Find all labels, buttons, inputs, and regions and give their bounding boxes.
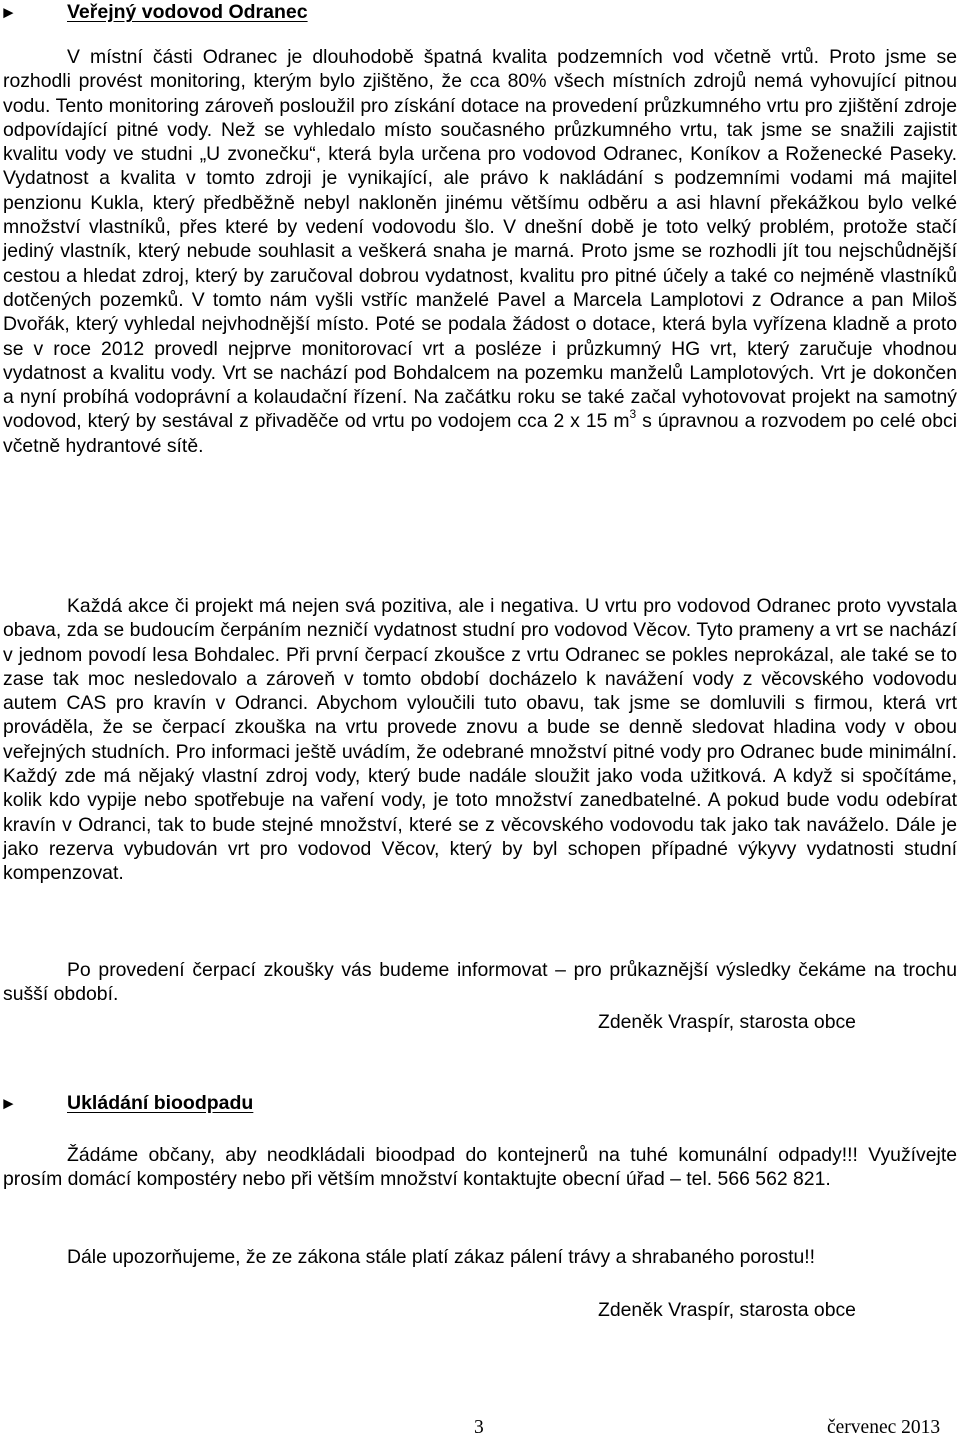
- paragraph-burning-ban: Dále upozorňujeme, že ze zákona stále platí zákaz pálení trávy a shrabaného porostu!!: [67, 1246, 816, 1268]
- arrow-bullet-icon: ►: [0, 3, 17, 22]
- paragraph-concerns: Každá akce či projekt má nejen svá pozitiva, ale i negativa. U vrtu pro vodovod Odranec proto vyvstala obava, zda se budoucím čerpáním nezničí vydatnost studní pro vodovod Věcov. Tyto prameny a vrt se nachází v jednom povodí lesa Bohdalec. Při první čerpací zkoušce z vrtu Odranec se pokles neprokázal, ale také se to zase tak moc nesledovalo a zároveň v tomto období docházelo k navážení vody z věcovského vodovodu autem CAS pro kravín v Odranci. Abychom vyloučili tuto obavu, tak jsme se domluvili s firmou, která vrt prováděla, že se čerpací zkouška na vrtu provede znovu a bude se denně sledovat hladina vody v obou veřejných studních. Pro informaci ještě uvádím, že odebrané množství pitné vody pro Odranec bude minimální. Každý zde má nějaký vlastní zdroj vody, který bude nadále sloužit jako voda užitková. A když si spočítáme, kolik kdo vypije nebo spotřebuje na vaření vody, je toto množství zanedbatelné. A pokud bude vodu odebírat kravín v Odranci, tak to bude stejné množství, které se z věcovského vodovodu tak jako tak naváželo. Dále je jako rezerva vybudován vrt pro vodovod Věcov, který by byl schopen případné výkyvy vydatnosti studní kompenzovat.: [3, 595, 957, 885]
- paragraph-biowaste-request: Žádáme občany, aby neodkládali bioodpad do kontejnerů na tuhé komunální odpady!!! Využívejte prosím domácí kompostéry nebo při větším množství kontaktujte obecní úřad – tel. 566 562 821.: [3, 1144, 957, 1191]
- arrow-bullet-icon: ►: [0, 1094, 17, 1113]
- section-heading-biowaste: [0, 1088, 253, 1118]
- paragraph-text: V místní části Odranec je dlouhodobě špatná kvalita podzemních vod včetně vrtů. Proto jsme se rozhodli provést monitoring, kterým bylo zjištěno, že cca 80% všech místních zdrojů nemá vyhovující pitnou vodu. Tento monitoring zároveň posloužil pro získání dotace na provedení průzkumného vrtu pro zjištění zdroje odpovídající pitné vody. Než se vyhledalo místo současného průzkumného vrtu, tak jsme se snažili zajistit kvalitu vody ve studni „U zvonečku“, která byla určena pro vodovod Odranec, Koníkov a Roženecké Paseky. Vydatnost a kvalita v tomto zdroji je vynikající, ale právo k nakládání s podzemními vodami má majitel penzionu Kukla, který předběžně nebyl nakloněn jinému většímu odběru a asi hlavní překážkou bylo velké množství vlastníků, přes které by vedení vodovodu šlo. V dnešní době je toto velký problém, protože stačí jediný vlastník, který nebude souhlasit a veškerá snaha je marná. Proto jsme se rozhodli jít tou nejschůdnější cestou a hledat zdroj, který by zaručoval dobrou vydatnost, kvalitu pro pitné účely a také co nejméně vlastníků dotčených pozemků. V tomto nám vyšli vstříc manželé Pavel a Marcela Lamplotovi z Odrance a pan Miloš Dvořák, který vyhledal nejvhodnější místo. Poté se podala žádost o dotace, která byla vyřízena kladně a proto se v roce 2012 provedl nejprve monitorovací vrt a posléze i průzkumný HG vrt, který zaručuje vhodnou vydatnost a kvalitu vody. Vrt se nachází pod Bohdalcem na pozemku manželů Lamplotových. Vrt je dokončen a nyní probíhá vodoprávní a kolaudační řízení. Na začátku roku se také začal vyhotovovat projekt na samotný vodovod, který by sestával z přivaděče od vrtu po vodojem cca 2 x 15 m: [3, 46, 957, 433]
- section-title: Veřejný vodovod Odranec: [67, 1, 308, 23]
- paragraph-pump-test-info: Po provedení čerpací zkoušky vás budeme informovat – pro průkaznější výsledky čekáme na trochu sušší období.: [3, 959, 957, 1006]
- paragraph-water-supply-history: [3, 45, 957, 458]
- section-heading-water-supply: [0, 0, 308, 27]
- paragraph-text-end: s úpravnou a rozvodem po celé obci včetně hydrantové sítě.: [3, 410, 958, 457]
- section-title: Ukládání bioodpadu: [67, 1092, 254, 1114]
- signature-mayor: Zdeněk Vraspír, starosta obce: [598, 1011, 856, 1033]
- signature-mayor: Zdeněk Vraspír, starosta obce: [598, 1299, 856, 1321]
- page-number: 3: [474, 1417, 484, 1438]
- issue-date: červenec 2013: [827, 1417, 941, 1438]
- superscript-unit: 3: [629, 407, 637, 422]
